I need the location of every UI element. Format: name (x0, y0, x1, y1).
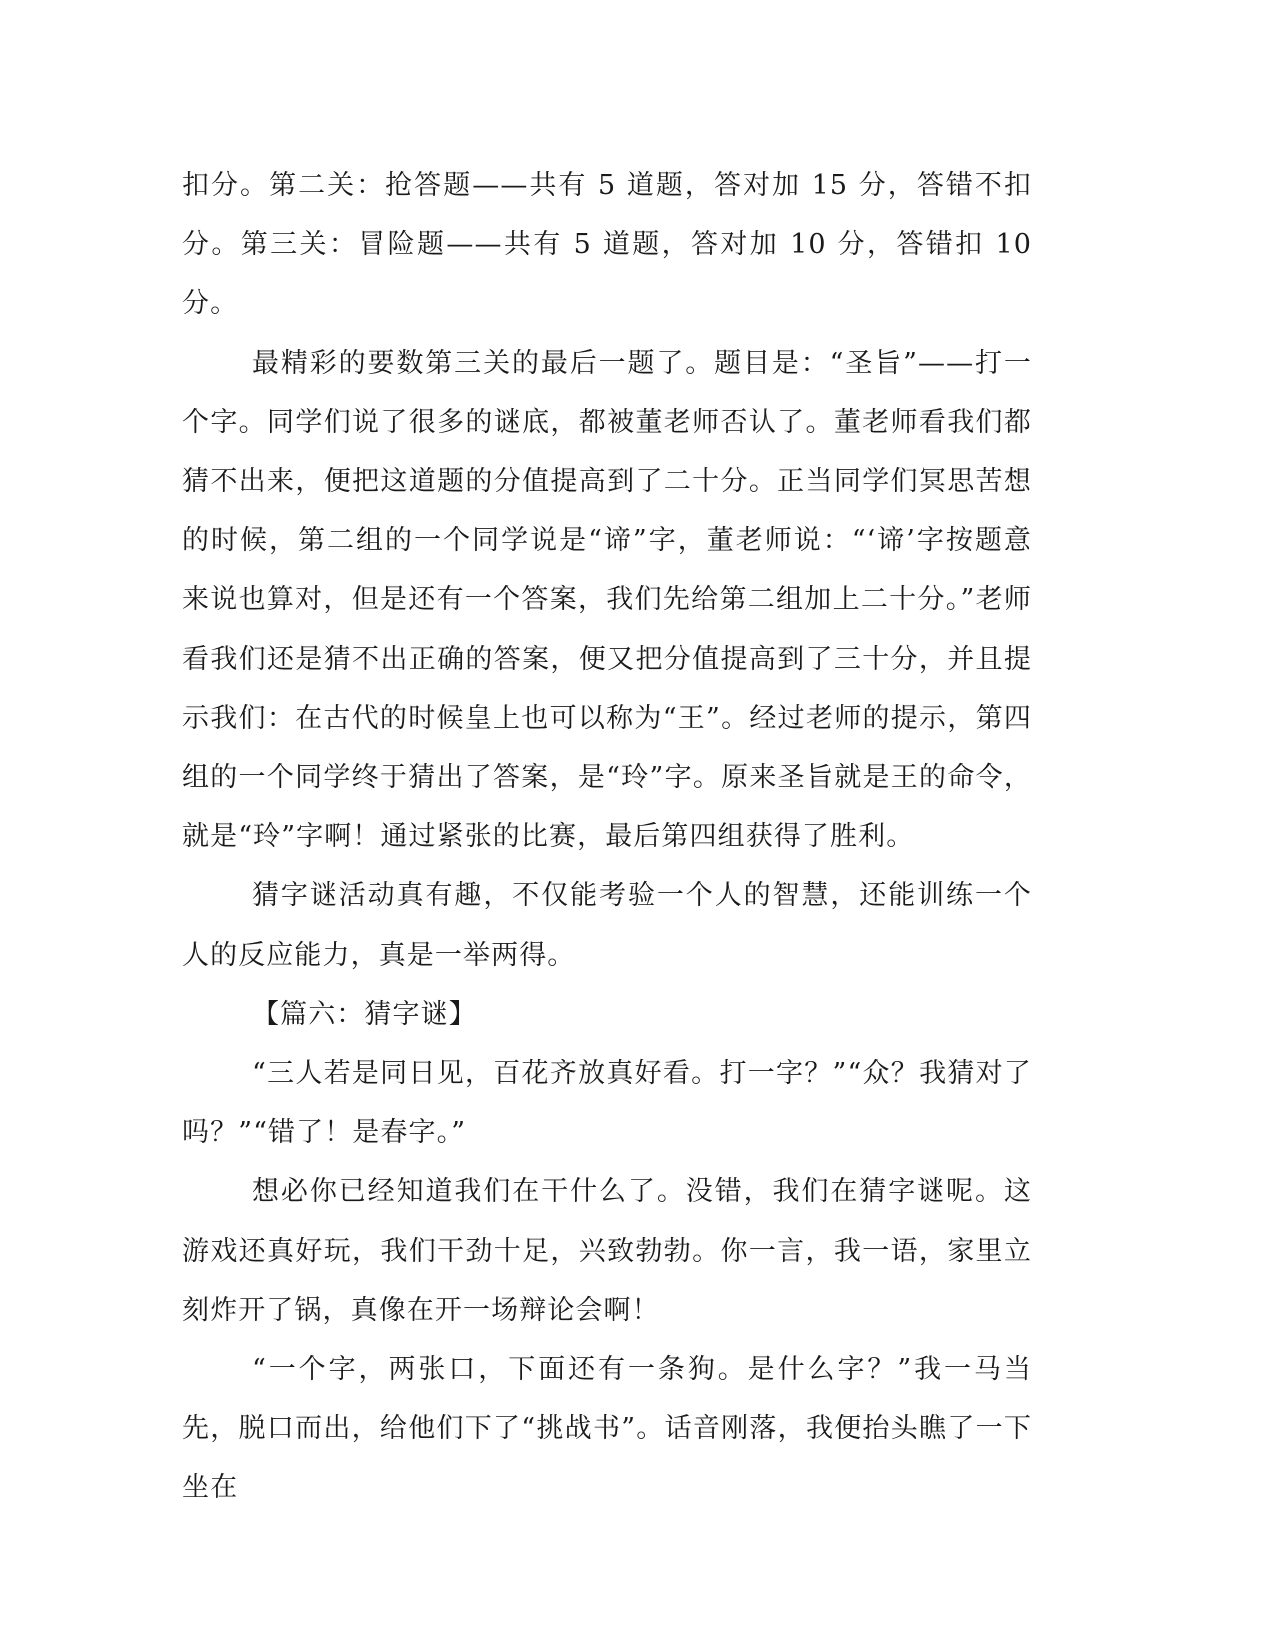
paragraph-riddle-dialogue: “三人若是同日见，百花齐放真好看。打一字？”“众？我猜对了吗？”“错了！是春字。” (182, 1058, 1032, 1149)
paragraph-conclusion: 猜字谜活动真有趣，不仅能考验一个人的智慧，还能训练一个人的反应能力，真是一举两得。 (182, 880, 1032, 971)
paragraph-game-description: 想必你已经知道我们在干什么了。没错，我们在猜字谜呢。这游戏还真好玩，我们干劲十足，兴致勃勃。你一言，我一语，家里立刻炸开了锅，真像在开一场辩论会啊！ (182, 1176, 1032, 1326)
document-body (182, 156, 1032, 1518)
paragraph-challenge: “一个字，两张口，下面还有一条狗。是什么字？”我一马当先，脱口而出，给他们下了“挑战书”。话音刚落，我便抬头瞧了一下坐在 (182, 1354, 1032, 1504)
paragraph-final-question: 最精彩的要数第三关的最后一题了。题目是：“圣旨”——打一个字。同学们说了很多的谜底，都被董老师否认了。董老师看我们都猜不出来，便把这道题的分值提高到了二十分。正当同学们冥思苦想的时候，第二组的一个同学说是“谛”字，董老师说：“‘谛’字按题意来说也算对，但是还有一个答案，我们先给第二组加上二十分。”老师看我们还是猜不出正确的答案，便又把分值提高到了三十分，并且提示我们：在古代的时候皇上也可以称为“王”。经过老师的提示，第四组的一个同学终于猜出了答案，是“玲”字。原来圣旨就是王的命令，就是“玲”字啊！通过紧张的比赛，最后第四组获得了胜利。 (182, 347, 1032, 853)
section-heading: 【篇六：猜字谜】 (252, 998, 477, 1030)
paragraph-scoring-rules: 扣分。第二关：抢答题——共有 5 道题，答对加 15 分，答错不扣分。第三关：冒险题——共有 5 道题，答对加 10 分，答错扣 10 分。 (182, 170, 1032, 320)
